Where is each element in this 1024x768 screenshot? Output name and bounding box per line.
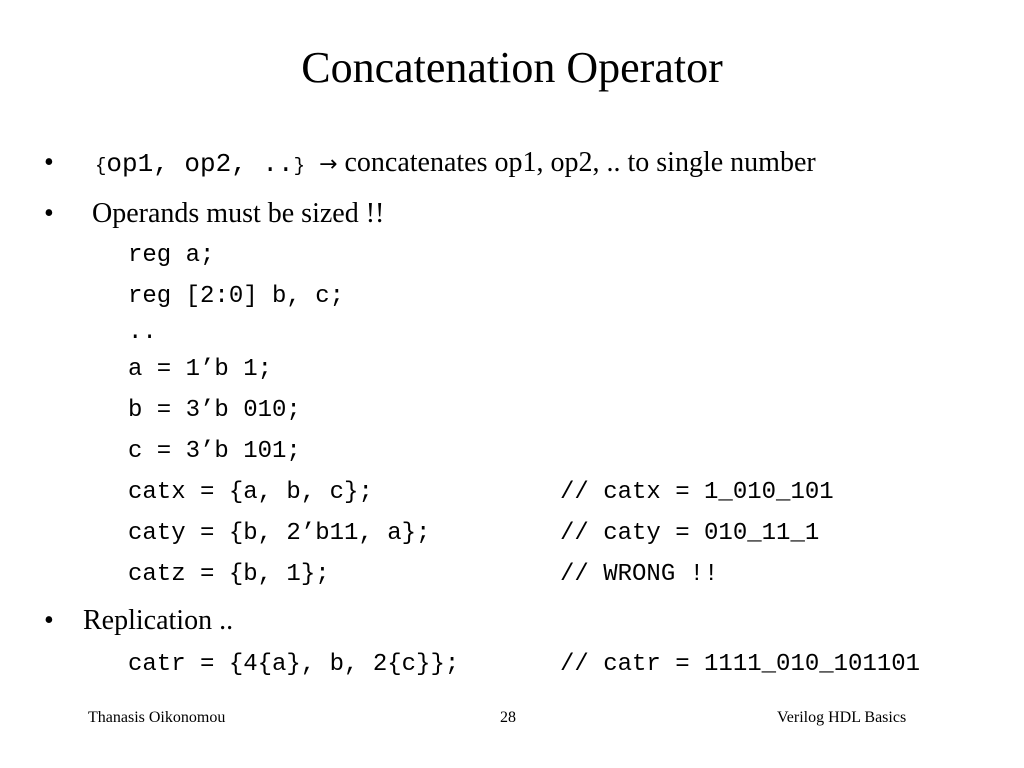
right-arrow-icon: →: [319, 152, 338, 177]
code-line: catr = {4{a}, b, 2{c}};: [128, 651, 460, 678]
code-line: catx = {a, b, c};: [128, 479, 373, 506]
code-comment: // caty = 010_11_1: [560, 520, 820, 547]
footer-course: Verilog HDL Basics: [777, 709, 907, 726]
code-line: reg a;: [128, 242, 215, 269]
footer-author: Thanasis Oikonomou: [88, 709, 226, 726]
bullet-text: Operands must be sized !!: [92, 198, 385, 229]
code-line: catz = {b, 1};: [128, 561, 330, 588]
operand-list: op1, op2, ..: [106, 149, 294, 179]
code-line: c = 3’b 101;: [128, 438, 301, 465]
code-line: b = 3’b 010;: [128, 397, 301, 424]
bullet-description: concatenates op1, op2, .. to single number: [344, 147, 816, 178]
bullet-dot: •: [44, 605, 54, 636]
code-line: reg [2:0] b, c;: [128, 283, 345, 310]
code-comment: // catx = 1_010_101: [560, 479, 834, 506]
bullet-text: Replication ..: [83, 605, 234, 636]
footer-page-number: 28: [500, 709, 516, 726]
bullet-text: [95, 146, 816, 180]
code-comment: // catr = 1111_010_101101: [560, 651, 921, 678]
bullet-dot: •: [44, 198, 54, 229]
code-line: ..: [128, 319, 157, 346]
brace-open: {: [95, 155, 107, 177]
brace-close: }: [293, 155, 306, 177]
code-line: a = 1’b 1;: [128, 356, 273, 383]
bullet-dot: •: [44, 147, 54, 178]
code-line: caty = {b, 2’b11, a};: [128, 520, 431, 547]
slide-title: Concatenation Operator: [301, 43, 723, 92]
code-comment: // WRONG !!: [560, 561, 719, 588]
